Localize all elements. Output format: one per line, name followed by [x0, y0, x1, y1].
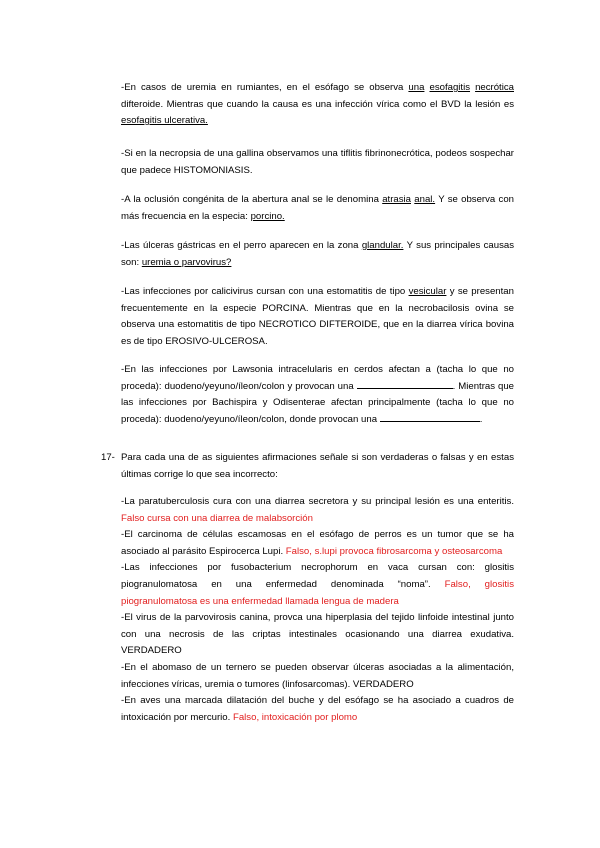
list-item	[121, 610, 514, 660]
text: Para cada una de as siguientes afirmaciones señale si son verdaderas o falsas y en estas últimas corrige lo que sea incorrecto:	[121, 452, 514, 480]
paragraph-lawsonia	[121, 362, 514, 428]
text: difteroide. Mientras que cuando la causa es una infección vírica como el BVD la lesión es	[121, 98, 514, 110]
text: . Mientras que las infecciones por Bachispira y Odisenterae afectan principalmente (tacha lo que no proceda): duodeno/yeyuno/íleon/colon, donde provocan una	[121, 380, 514, 425]
text: -Las infecciones por calicivirus cursan con una estomatitis de tipo	[121, 286, 409, 297]
paragraph-gastric-ulcers	[121, 238, 514, 271]
paragraph-stomatitis	[121, 284, 514, 350]
question-number: 17-	[101, 452, 115, 463]
statement: -El carcinoma de células escamosas en el esófago de perros es un tumor que se ha asociado al parásito Espirocerca Lupi.	[121, 529, 514, 557]
list-item	[121, 560, 514, 610]
text: Y sus principales causas son:	[121, 240, 514, 268]
correction: Falso, glositis piogranulomatosa es una enfermedad llamada lengua de madera	[121, 578, 514, 607]
underlined-answer: vesicular	[408, 286, 447, 297]
text: -A la oclusión congénita de la abertura anal se le denomina	[121, 194, 383, 205]
text: -Si en la necropsia de una gallina observamos una tiflitis fibrinonecrótica, podeos sospechar que padece HISTOMONIASIS.	[121, 148, 514, 176]
underlined-answer: esofagitis ulcerativa.	[121, 115, 208, 127]
list-item	[121, 693, 514, 726]
list-item	[121, 494, 514, 527]
underlined-answer: esofagitis	[429, 82, 471, 93]
paragraph-histomoniasis	[121, 146, 514, 179]
underlined-answer: anal.	[414, 194, 436, 205]
true-false-list	[121, 494, 514, 726]
underlined-answer: una	[408, 82, 425, 93]
text: .	[479, 413, 483, 425]
statement: -En el abomaso de un ternero se pueden observar úlceras asociadas a la alimentación, infecciones víricas, uremia o tumores (linfosarcomas). VERDADERO	[121, 661, 514, 690]
text: -En casos de uremia en rumiantes, en el esófago se observa	[121, 82, 409, 93]
text: Y se observa con más frecuencia en la especia:	[121, 194, 515, 222]
correction: Falso, s.lupi provoca fibrosarcoma y osteosarcoma	[285, 545, 503, 557]
list-item	[121, 660, 514, 693]
underlined-answer: uremia o parvovirus?	[141, 256, 232, 268]
list-item	[121, 527, 514, 560]
paragraph-esophagitis	[121, 80, 514, 130]
text: -En las infecciones por Lawsonia intracelularis en cerdos afectan a (tacha lo que no proceda): duodeno/yeyuno/íleon/colon y provocan una	[121, 364, 514, 392]
answer-blank[interactable]	[380, 413, 480, 422]
question-17-prompt	[121, 450, 514, 483]
paragraph-atresia	[121, 192, 514, 225]
text: -Las úlceras gástricas en el perro aparecen en la zona	[121, 240, 362, 251]
statement: -La paratuberculosis cura con una diarrea secretora y su principal lesión es una enteritis.	[121, 496, 514, 507]
statement: -El virus de la parvovirosis canina, provca una hiperplasia del tejido linfoide intestinal junto con una necrosis de las criptas intestinales ocasionando una diarrea exudativa. VERDADERO	[121, 612, 514, 657]
statement: -Las infecciones por fusobacterium necrophorum en vaca cursan con: glositis piogranulomatosa en una enfermedad denominada “noma”.	[121, 562, 514, 590]
correction: Falso, intoxicación por plomo	[232, 711, 358, 723]
answer-blank[interactable]	[357, 380, 453, 389]
underlined-answer: glandular.	[361, 240, 404, 251]
correction: Falso cursa con una diarrea de malabsorción	[121, 512, 313, 524]
text: y se presentan frecuentemente en la especie PORCINA. Mientras que en la necrobacilosis ovina se observa una estomatitis de tipo NECROTICO DIFTEROIDE, que en la diarrea vírica bovina es de tipo EROSIVO-ULCEROSA.	[121, 286, 514, 347]
underlined-answer: atrasia	[382, 194, 411, 205]
statement: -En aves una marcada dilatación del buche y del esófago se ha asociado a cuadros de intoxicación por mercurio.	[121, 695, 514, 723]
underlined-answer: porcino.	[250, 210, 285, 222]
underlined-answer: necrótica	[475, 82, 514, 93]
